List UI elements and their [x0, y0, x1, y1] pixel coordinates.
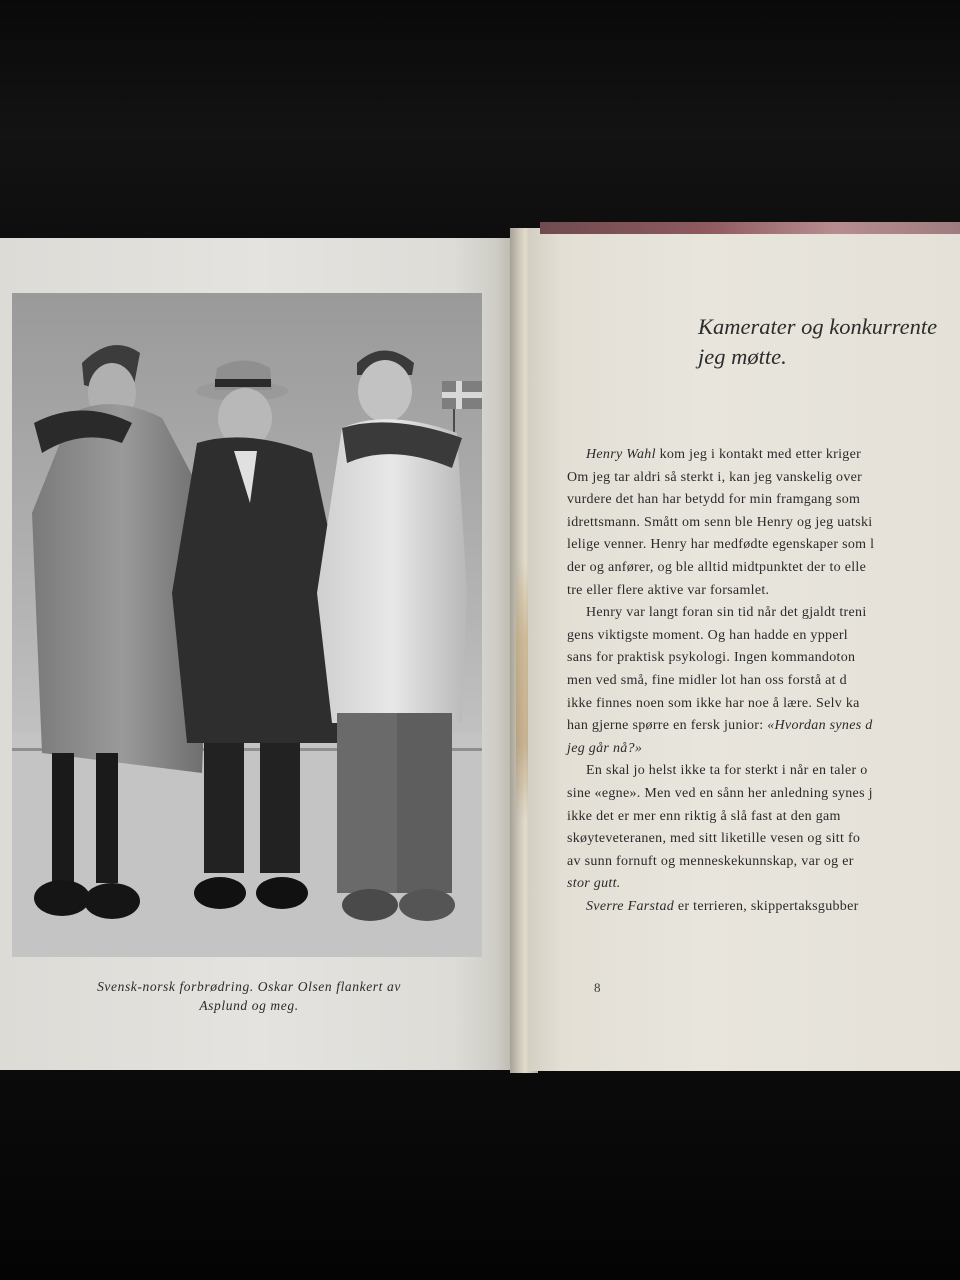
text-run: skøyteveteranen, med sitt liketille vesen og sitt fo	[567, 831, 861, 847]
text-line	[567, 873, 960, 896]
italic-text: Sverre Farstad	[586, 898, 675, 914]
text-line	[567, 760, 960, 783]
text-line	[567, 738, 960, 761]
photo-three-men	[12, 293, 482, 957]
text-line	[567, 851, 960, 874]
text-run: sans for praktisk psykologi. Ingen kommandoton	[567, 650, 856, 666]
text-run: lelige venner. Henry har medfødte egenskaper som l	[567, 537, 875, 553]
heading-line-1: Kamerater og konkurrente	[698, 314, 938, 339]
text-run: men ved små, fine midler lot han oss forstå at d	[567, 672, 847, 688]
text-line	[567, 647, 960, 670]
cover-edge	[540, 222, 960, 234]
left-page	[0, 238, 516, 1070]
text-run: kom jeg i kontakt med etter kriger	[655, 447, 862, 462]
italic-text: Henry Wahl	[586, 447, 656, 462]
text-line	[567, 806, 960, 829]
text-line	[567, 444, 960, 467]
text-line	[567, 580, 960, 603]
text-line	[567, 557, 960, 580]
body-text	[567, 444, 960, 918]
text-run: ikke finnes noen som ikke har noe å lære. Selv ka	[567, 695, 860, 711]
italic-text: stor gutt.	[567, 876, 621, 892]
italic-text: jeg går nå?»	[567, 740, 643, 756]
text-line	[567, 783, 960, 806]
text-run: han gjerne spørre en fersk junior:	[567, 718, 768, 734]
text-line	[567, 512, 960, 535]
text-run: er terrieren, skippertaksgubber	[674, 898, 859, 914]
text-line	[567, 670, 960, 693]
text-run: av sunn fornuft og menneskekunnskap, var og er	[567, 853, 854, 869]
italic-text: «Hvordan synes d	[767, 718, 873, 734]
text-run: tre eller flere aktive var forsamlet.	[567, 582, 770, 598]
caption-line-1: Svensk-norsk forbrødring. Oskar Olsen flankert av	[97, 979, 401, 994]
text-run: gens viktigste moment. Og han hadde en ypperl	[567, 627, 848, 643]
right-page	[528, 228, 960, 1071]
photo-caption	[24, 977, 474, 1015]
caption-line-2: Asplund og meg.	[199, 998, 299, 1013]
text-line	[567, 534, 960, 557]
text-line	[567, 896, 960, 919]
text-line	[567, 602, 960, 625]
text-run: sine «egne». Men ved en sånn her anledning synes j	[567, 785, 873, 801]
text-line	[567, 467, 960, 490]
text-run: Henry var langt foran sin tid når det gjaldt treni	[586, 605, 867, 621]
page-number: 8	[594, 980, 601, 995]
dark-background-top	[0, 0, 960, 240]
heading-line-2: jeg møtte.	[698, 344, 787, 369]
dark-background-bottom	[0, 1070, 960, 1280]
text-run: ikke det er mer enn riktig å slå fast at den gam	[567, 808, 841, 824]
text-line	[567, 828, 960, 851]
text-line	[567, 625, 960, 648]
text-run: idrettsmann. Smått om senn ble Henry og jeg uatski	[567, 514, 873, 530]
text-run: der og anfører, og ble alltid midtpunktet der to elle	[567, 559, 867, 575]
text-run: En skal jo helst ikke ta for sterkt i når en taler o	[586, 763, 868, 779]
text-run: vurdere det han har betydd for min framgang som	[567, 492, 861, 508]
text-line	[567, 489, 960, 512]
chapter-heading	[698, 312, 960, 372]
text-line	[567, 715, 960, 738]
text-line	[567, 693, 960, 716]
text-run: Om jeg tar aldri så sterkt i, kan jeg vanskelig over	[567, 469, 863, 485]
